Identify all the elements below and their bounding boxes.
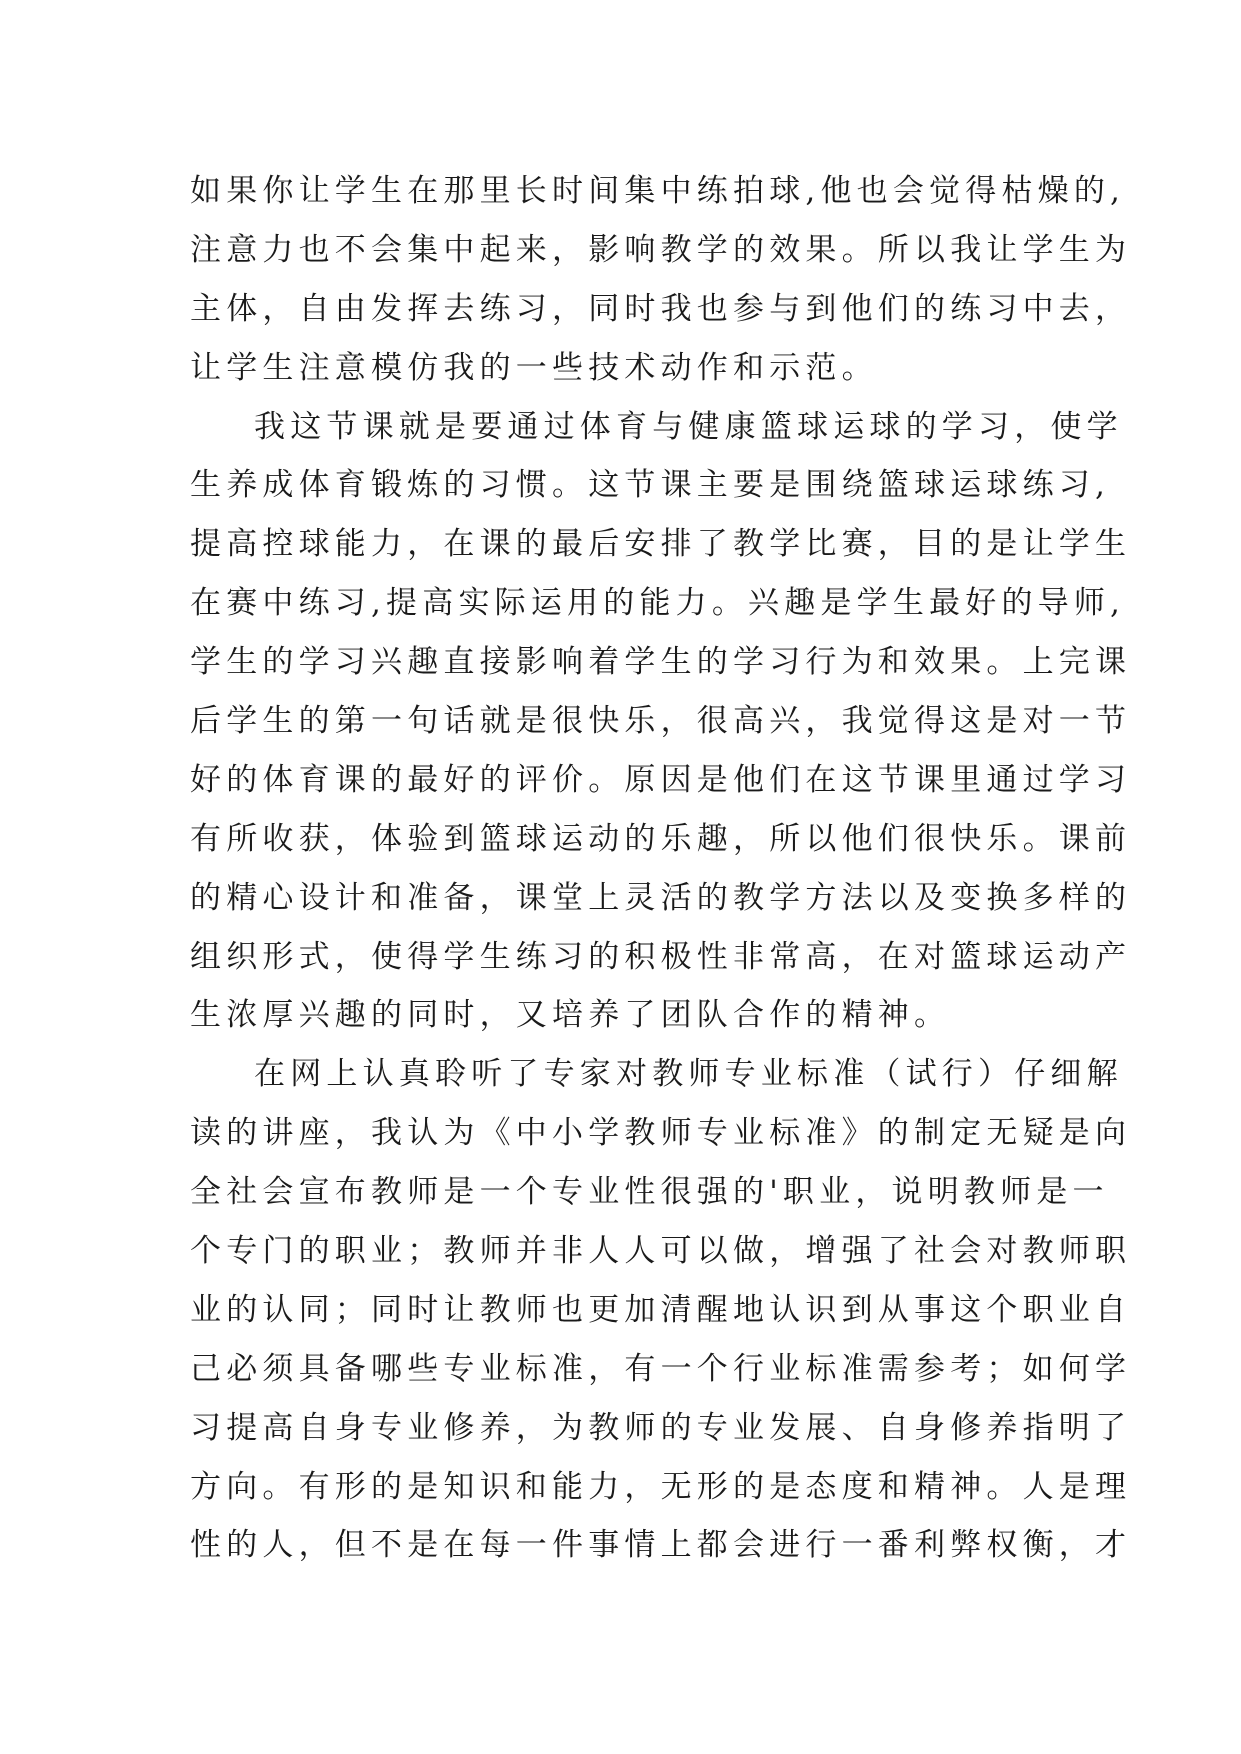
text-line: 让学生注意模仿我的一些技术动作和示范。 — [190, 349, 878, 386]
text-line: 有所收获，体验到篮球运动的乐趣，所以他们很快乐。课前 — [190, 820, 1132, 857]
paragraph-first-line: 在网上认真聆听了专家对教师专业标准（试行）仔细解 — [254, 1056, 1123, 1093]
text-line: 己必须具备哪些专业标准，有一个行业标准需参考；如何学 — [190, 1350, 1132, 1387]
paragraph-first-line: 我这节课就是要通过体育与健康篮球运球的学习，使学 — [254, 408, 1123, 445]
text-line: 习提高自身专业修养，为教师的专业发展、自身修养指明了 — [190, 1409, 1132, 1446]
text-line: 组织形式，使得学生练习的积极性非常高，在对篮球运动产 — [190, 938, 1132, 975]
body-text — [190, 162, 1132, 1575]
text-line: 业的认同；同时让教师也更加清醒地认识到从事这个职业自 — [190, 1291, 1132, 1328]
text-line: 好的体育课的最好的评价。原因是他们在这节课里通过学习 — [190, 761, 1132, 798]
text-line: 主体，自由发挥去练习，同时我也参与到他们的练习中去， — [190, 290, 1132, 327]
text-line: 读的讲座，我认为《中小学教师专业标准》的制定无疑是向 — [190, 1115, 1132, 1152]
text-line: 性的人，但不是在每一件事情上都会进行一番利弊权衡，才 — [190, 1527, 1132, 1564]
text-line: 提高控球能力，在课的最后安排了教学比赛，目的是让学生 — [190, 526, 1132, 563]
text-line: 注意力也不会集中起来，影响教学的效果。所以我让学生为 — [190, 231, 1132, 268]
text-line: 个专门的职业；教师并非人人可以做，增强了社会对教师职 — [190, 1233, 1132, 1270]
text-line: 方向。有形的是知识和能力，无形的是态度和精神。人是理 — [190, 1468, 1132, 1505]
text-line: 后学生的第一句话就是很快乐，很高兴，我觉得这是对一节 — [190, 703, 1132, 740]
text-line: 全社会宣布教师是一个专业性很强的'职业，说明教师是一 — [190, 1174, 1109, 1211]
text-line: 在赛中练习,提高实际运用的能力。兴趣是学生最好的导师, — [190, 585, 1126, 622]
text-line: 学生的学习兴趣直接影响着学生的学习行为和效果。上完课 — [190, 644, 1132, 681]
text-line: 生浓厚兴趣的同时，又培养了团队合作的精神。 — [190, 997, 951, 1034]
text-line: 的精心设计和准备，课堂上灵活的教学方法以及变换多样的 — [190, 879, 1132, 916]
text-line: 如果你让学生在那里长时间集中练拍球,他也会觉得枯燥的, — [190, 173, 1126, 209]
text-line: 生养成体育锻炼的习惯。这节课主要是围绕篮球运球练习, — [190, 467, 1111, 504]
